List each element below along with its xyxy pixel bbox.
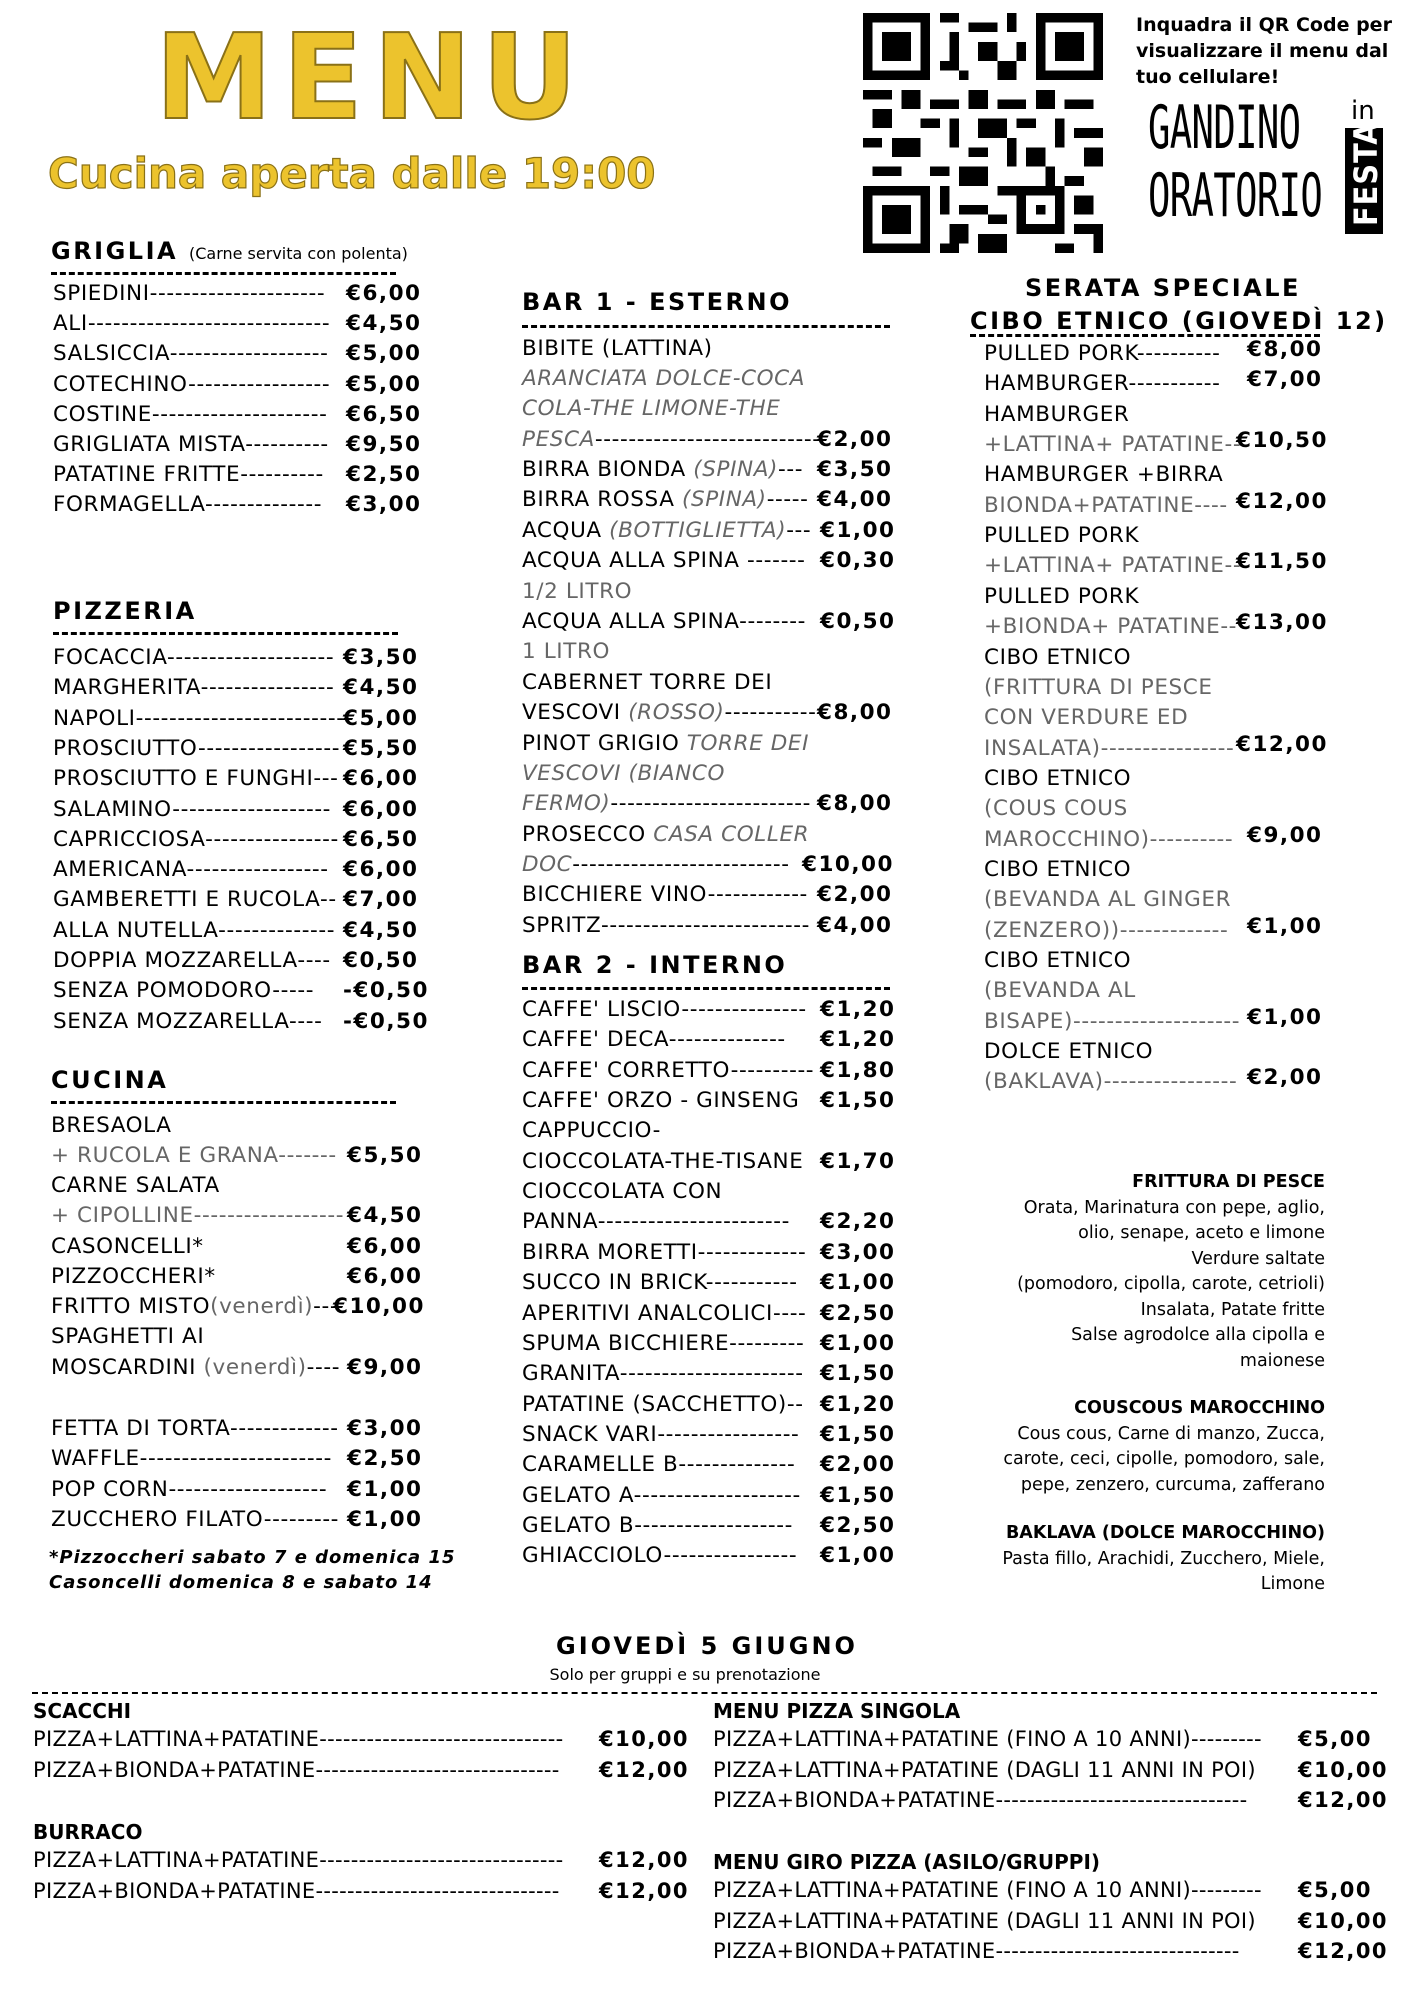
menu-item: FRITTO MISTO(venerdì)--- €10,00 [51, 1294, 425, 1319]
menu-item [53, 370, 422, 400]
item-name: BIRRA MORETTI------------- [522, 1239, 807, 1265]
menu-item: CABERNET TORRE DEI [522, 670, 773, 695]
menu-item [522, 1299, 896, 1329]
menu-item [522, 1268, 896, 1298]
item-name: FETTA DI TORTA------------- [51, 1416, 339, 1441]
frittura-description: FRITTURA DI PESCE Orata, Marinatura con pepe, aglio, olio, senape, aceto e limone Verdure saltate (pomodoro, cipolla, carote, cetrioli) Insalata, Patate fritte Salse agrodolce alla cipolla e maionese [1017, 1172, 1325, 1371]
item-name: PIZZA+LATTINA+PATATINE (DAGLI 11 ANNI IN POI) [713, 1757, 1256, 1782]
menu-item [984, 460, 1223, 490]
item-price: €6,50 [343, 826, 419, 852]
menu-item [522, 1086, 896, 1116]
item-name: SENZA MOZZARELLA---- [53, 1008, 323, 1034]
item-price: €10,00 [599, 1727, 690, 1751]
item-price: €10,00 [1298, 1908, 1389, 1933]
menu-item: + RUCOLA E GRANA------- €5,50 [51, 1143, 423, 1168]
menu-item [51, 1475, 423, 1505]
item-price: €4,00 [817, 912, 893, 938]
section-title-bar1: BAR 1 - ESTERNO [522, 288, 792, 316]
menu-item [51, 1414, 423, 1444]
item-name: (BAKLAVA)---------------- [984, 1069, 1238, 1095]
item-price: €12,00 [1236, 488, 1328, 514]
menu-item: BRESAOLA [51, 1113, 172, 1138]
item-price: €1,20 [820, 1027, 896, 1053]
item-name: GRIGLIATA MISTA---------- [53, 432, 329, 457]
menu-item: 1 LITRO [522, 639, 611, 664]
menu-item [53, 885, 419, 915]
menu-item: BIRRA ROSSA (SPINA)----- €4,00 [522, 487, 893, 512]
menu-item [984, 946, 1131, 976]
item-price: €2,00 [1247, 1065, 1323, 1091]
item-price: €4,50 [343, 675, 419, 701]
menu-item [984, 673, 1213, 703]
menu-item [984, 549, 1328, 581]
item-name: NAPOLI------------------------- [53, 705, 345, 731]
item-name: GRANITA---------------------- [522, 1361, 804, 1387]
item-price: €2,00 [820, 1452, 896, 1478]
item-name: CIBO ETNICO [984, 856, 1132, 882]
item-name: SPRITZ------------------------- [522, 912, 810, 938]
item-price: €12,00 [599, 1878, 690, 1903]
menu-item [522, 1359, 896, 1389]
item-name: BIONDA+PATATINE---- [984, 492, 1228, 518]
menu-item [522, 1541, 896, 1571]
section-title-bar2: BAR 2 - INTERNO [522, 951, 788, 979]
menu-item [53, 734, 419, 764]
item-price: €6,00 [343, 857, 419, 883]
menu-item [984, 1037, 1153, 1067]
item-price: €2,50 [347, 1446, 423, 1472]
item-name: SALSICCIA------------------- [53, 341, 329, 367]
item-name: PULLED PORK---------- [984, 341, 1221, 366]
menu-item [984, 1004, 1323, 1037]
item-price: €2,00 [817, 882, 893, 907]
menu-item [51, 1444, 423, 1474]
menu-item: COLA-THE LIMONE-THE [522, 396, 781, 421]
item-name: SENZA POMODORO----- [53, 978, 315, 1004]
menu-item [984, 643, 1131, 673]
item-name: CIOCCOLATA CON [522, 1179, 723, 1205]
menu-item [984, 913, 1323, 946]
item-name: (COUS COUS [984, 796, 1128, 822]
item-name: CAFFE' CORRETTO---------- [522, 1057, 815, 1083]
menu-item: MOSCARDINI (venerdì)---- €9,00 [51, 1355, 423, 1380]
item-price: €2,20 [820, 1209, 896, 1235]
menu-item: FERMO)------------------------ €8,00 [522, 791, 893, 816]
menu-item: ACQUA ALLA SPINA-------- €0,50 [522, 609, 896, 634]
item-price: -€0,50 [343, 978, 429, 1004]
menu-item [53, 339, 422, 369]
menu-item [53, 309, 422, 339]
item-name: PANNA----------------------- [522, 1209, 790, 1235]
item-name: (BEVANDA AL [984, 978, 1136, 1004]
menu-item [984, 794, 1128, 824]
item-name: CIBO ETNICO [984, 644, 1132, 670]
baklava-description: BAKLAVA (DOLCE MAROCCHINO) Pasta fillo, Arachidi, Zucchero, Miele, Limone [1002, 1523, 1325, 1594]
menu-item: ACQUA (BOTTIGLIETTA)--- €1,00 [522, 518, 896, 543]
item-price: €2,50 [820, 1512, 896, 1538]
menu-item [984, 521, 1139, 551]
item-name: AMERICANA----------------- [53, 857, 329, 883]
item-price: €1,00 [347, 1506, 423, 1532]
item-name: CIBO ETNICO [984, 765, 1132, 791]
menu-item [53, 673, 419, 703]
menu-item: VESCOVI (BIANCO [522, 761, 725, 786]
menu-item [713, 1727, 1372, 1751]
item-name: GELATO A-------------------- [522, 1482, 801, 1508]
item-price: €1,50 [820, 1421, 896, 1447]
menu-item [522, 1177, 722, 1207]
item-price: €1,00 [1247, 913, 1323, 939]
item-price: €0,50 [343, 948, 419, 973]
menu-item [53, 825, 419, 855]
item-name: CAFFE' ORZO - GINSENG [522, 1088, 800, 1114]
menu-item [53, 916, 419, 946]
item-name: PIZZA+BIONDA+PATATINE------------------------------- [33, 1878, 560, 1903]
item-price: €5,00 [343, 705, 419, 731]
menu-item: DOC-------------------------- €10,00 [522, 852, 894, 877]
item-price: -€0,50 [343, 1008, 429, 1034]
item-name: SPUMA BICCHIERE--------- [522, 1330, 805, 1356]
menu-item [522, 1056, 896, 1086]
menu-item [984, 428, 1328, 460]
item-price: €12,00 [1298, 1788, 1389, 1812]
item-price: €10,50 [1236, 428, 1328, 454]
menu-item: BIBITE (LATTINA) [522, 336, 713, 361]
menu-item [984, 337, 1323, 369]
item-price: €5,00 [1298, 1727, 1372, 1751]
menu-item [984, 1065, 1323, 1097]
item-name: GELATO B------------------- [522, 1512, 793, 1538]
item-name: BISAPE)-------------------- [984, 1008, 1241, 1034]
footnote-casoncelli: Casoncelli domenica 8 e sabato 14 [49, 1572, 433, 1593]
item-name: PIZZA+LATTINA+PATATINE (FINO A 10 ANNI)--------- [713, 1727, 1262, 1751]
menu-item: CASONCELLI* €6,00 [51, 1234, 423, 1259]
menu-item [522, 1147, 896, 1177]
menu-item [984, 582, 1139, 612]
section-title-cucina: CUCINA [51, 1066, 169, 1094]
item-name: FORMAGELLA-------------- [53, 492, 323, 518]
menu-item: PESCA--------------------------- €2,00 [522, 427, 893, 452]
menu-item [522, 1450, 896, 1480]
item-name: PROSCIUTTO----------------- [53, 735, 341, 761]
item-name: GHIACCIOLO---------------- [522, 1543, 798, 1569]
item-name: PIZZA+LATTINA+PATATINE (DAGLI 11 ANNI IN POI) [713, 1908, 1256, 1933]
menu-item [51, 1505, 423, 1535]
qr-code[interactable] [863, 13, 1103, 253]
item-name: HAMBURGER [984, 401, 1130, 427]
qr-instructions: Inquadra il QR Code per visualizzare il menu dal tuo cellulare! [1136, 14, 1392, 88]
menu-item [53, 400, 422, 430]
item-name: CAPPUCCIO- [522, 1118, 662, 1144]
menu-item [984, 822, 1323, 855]
kitchen-hours: Cucina aperta dalle 19:00 [48, 149, 656, 198]
item-price: €8,00 [1247, 337, 1323, 362]
item-name: POP CORN------------------- [51, 1476, 328, 1502]
item-name: MARGHERITA---------------- [53, 675, 335, 701]
item-name: PATATINE (SACCHETTO)-- [522, 1391, 804, 1417]
item-price: €3,50 [343, 645, 419, 670]
item-name: ALI----------------------------- [53, 311, 331, 337]
menu-item: ARANCIATA DOLCE-COCA [522, 366, 806, 391]
item-name: SALAMINO------------------- [53, 796, 332, 822]
menu-item [713, 1788, 1389, 1812]
section-title-pizzeria: PIZZERIA [53, 597, 197, 625]
menu-item [713, 1757, 1389, 1782]
item-name: WAFFLE----------------------- [51, 1446, 332, 1472]
item-price: €1,80 [820, 1057, 896, 1083]
section-title-griglia: GRIGLIA (Carne servita con polenta) [51, 237, 408, 265]
item-name: DOPPIA MOZZARELLA---- [53, 948, 331, 973]
menu-item [53, 855, 419, 885]
menu-item: PIZZOCCHERI* €6,00 [51, 1264, 423, 1289]
menu-item [984, 976, 1136, 1006]
menu-item: PROSECCO CASA COLLER [522, 822, 810, 847]
item-price: €5,50 [343, 735, 419, 761]
item-name: CAFFE' LISCIO--------------- [522, 997, 807, 1022]
item-price: €1,70 [820, 1148, 896, 1174]
menu-item [33, 1878, 690, 1903]
item-name: PIZZA+BIONDA+PATATINE------------------------------- [713, 1939, 1240, 1963]
item-name: (ZENZERO))------------- [984, 917, 1229, 943]
menu-item [522, 1390, 896, 1420]
item-name: SNACK VARI----------------- [522, 1421, 800, 1447]
menu-item [522, 911, 893, 941]
item-name: GAMBERETTI E RUCOLA-- [53, 887, 337, 913]
menu-item [53, 764, 419, 794]
menu-item [53, 490, 422, 520]
giovedi-subtitle: Solo per gruppi e su prenotazione [549, 1665, 821, 1684]
item-name: +LATTINA+ PATATINE-- [984, 432, 1242, 458]
menu-item [522, 1025, 896, 1055]
item-price: €4,50 [343, 917, 419, 943]
item-name: PIZZA+BIONDA+PATATINE------------------------------- [33, 1757, 560, 1782]
item-price: €6,00 [343, 766, 419, 792]
burraco-title: BURRACO [33, 1820, 143, 1844]
menu-item [984, 703, 1188, 733]
item-price: €1,00 [820, 1543, 896, 1569]
menu-item [522, 1420, 896, 1450]
item-price: €12,00 [1298, 1939, 1389, 1963]
menu-item: 1/2 LITRO [522, 579, 633, 604]
menu-item: SPAGHETTI AI [51, 1324, 205, 1349]
item-price: €1,50 [820, 1361, 896, 1387]
item-price: €10,00 [1298, 1757, 1389, 1782]
menu-item [522, 1329, 896, 1359]
item-price: €3,00 [347, 1416, 423, 1441]
item-price: €1,50 [820, 1482, 896, 1508]
menu-item [53, 976, 429, 1006]
item-name: PROSCIUTTO E FUNGHI--- [53, 766, 339, 792]
item-price: €1,20 [820, 1391, 896, 1417]
menu-item [984, 731, 1328, 764]
item-price: €1,20 [820, 997, 896, 1022]
item-name: CIBO ETNICO [984, 948, 1132, 973]
item-price: €2,50 [820, 1300, 896, 1326]
special-subtitle: CIBO ETNICO (GIOVEDÌ 12) [970, 307, 1388, 335]
item-name: BICCHIERE VINO------------ [522, 882, 808, 907]
menu-item: PINOT GRIGIO TORRE DEI [522, 731, 810, 756]
menu-item [522, 1481, 896, 1511]
item-price: €6,50 [346, 401, 422, 427]
item-price: €4,50 [346, 311, 422, 337]
item-price: €1,50 [820, 1088, 896, 1114]
item-name: +BIONDA+ PATATINE-- [984, 614, 1238, 640]
item-price: €12,00 [599, 1848, 690, 1872]
item-price: €3,00 [820, 1239, 896, 1265]
item-price: €3,00 [346, 492, 422, 518]
item-name: CAPRICCIOSA---------------- [53, 826, 339, 852]
menu-item [53, 460, 422, 490]
item-name: ZUCCHERO FILATO--------- [51, 1506, 340, 1532]
menu-item [984, 367, 1323, 399]
item-price: €1,00 [820, 1270, 896, 1296]
menu-pizza-singola-title: MENU PIZZA SINGOLA [713, 1699, 961, 1723]
menu-item [984, 488, 1328, 521]
item-name: HAMBURGER----------- [984, 371, 1221, 397]
menu-item: BIRRA BIONDA (SPINA)--- €3,50 [522, 457, 893, 482]
item-name: (BEVANDA AL GINGER [984, 887, 1232, 913]
item-name: PULLED PORK [984, 583, 1140, 609]
item-name: PIZZA+BIONDA+PATATINE-------------------------------- [713, 1788, 1248, 1812]
item-price: €13,00 [1236, 610, 1328, 636]
item-name: HAMBURGER +BIRRA [984, 462, 1224, 488]
item-name: COTECHINO----------------- [53, 371, 331, 397]
item-price: €5,00 [1298, 1878, 1372, 1902]
item-name: COSTINE--------------------- [53, 401, 328, 427]
item-name: PIZZA+LATTINA+PATATINE (FINO A 10 ANNI)--------- [713, 1878, 1262, 1902]
menu-item [53, 704, 419, 734]
item-name: APERITIVI ANALCOLICI---- [522, 1300, 807, 1326]
menu-item [33, 1848, 690, 1872]
item-name: DOLCE ETNICO [984, 1039, 1154, 1065]
item-price: €12,00 [1236, 731, 1328, 757]
item-name: PULLED PORK [984, 523, 1140, 549]
item-price: €9,00 [1247, 822, 1323, 848]
menu-item [522, 1207, 896, 1237]
item-price: €6,00 [343, 796, 419, 822]
menu-item [522, 995, 896, 1025]
menu-item [984, 610, 1328, 642]
item-name: PIZZA+LATTINA+PATATINE------------------------------- [33, 1727, 564, 1751]
item-name: PIZZA+LATTINA+PATATINE------------------------------- [33, 1848, 564, 1872]
item-price: €2,50 [346, 462, 422, 488]
item-price: €12,00 [599, 1757, 690, 1782]
couscous-description: COUSCOUS MAROCCHINO Cous cous, Carne di manzo, Zucca, carote, ceci, cipolle, pomodoro, sale, pepe, zenzero, curcuma, zafferano [1003, 1398, 1325, 1495]
item-name: CAFFE' DECA-------------- [522, 1027, 786, 1053]
menu-item [713, 1908, 1389, 1933]
menu-item: + CIPOLLINE------------------ €4,50 [51, 1203, 423, 1228]
special-title: SERATA SPECIALE [1025, 274, 1301, 302]
item-price: €9,50 [346, 432, 422, 457]
item-price: €1,00 [1247, 1004, 1323, 1030]
item-name: FOCACCIA-------------------- [53, 645, 335, 670]
item-price: €7,00 [343, 887, 419, 913]
item-name: +LATTINA+ PATATINE-- [984, 553, 1242, 579]
item-name: CARAMELLE B-------------- [522, 1452, 796, 1478]
item-name: PATATINE FRITTE---------- [53, 462, 324, 488]
menu-item [33, 1757, 690, 1782]
menu-item [984, 764, 1131, 794]
item-name: INSALATA)---------------- [984, 735, 1235, 761]
item-name: (FRITTURA DI PESCE [984, 674, 1213, 700]
griglia-note: (Carne servita con polenta) [188, 244, 408, 263]
menu-item [53, 1007, 429, 1037]
menu-item [984, 885, 1231, 915]
item-price: €1,00 [820, 1330, 896, 1356]
item-name: SPIEDINI--------------------- [53, 281, 326, 306]
scacchi-title: SCACCHI [33, 1699, 132, 1723]
menu-item [522, 1511, 896, 1541]
menu-item [53, 946, 419, 976]
menu-title: MENU [155, 8, 588, 146]
menu-item [53, 430, 422, 460]
menu-item [53, 279, 422, 309]
gandino-oratorio-logo: GANDINO ORATORIO in FESTA [1148, 98, 1388, 238]
item-price: €1,00 [347, 1476, 423, 1502]
item-name: ALLA NUTELLA-------------- [53, 917, 336, 943]
menu-item: CARNE SALATA [51, 1173, 220, 1198]
menu-item [713, 1939, 1389, 1963]
menu-item [33, 1727, 690, 1751]
menu-item [522, 1238, 896, 1268]
item-name: SUCCO IN BRICK----------- [522, 1270, 798, 1296]
menu-item [522, 1116, 661, 1146]
menu-item [984, 400, 1129, 430]
menu-item [984, 855, 1131, 885]
menu-item: VESCOVI (ROSSO)----------- €8,00 [522, 700, 893, 725]
item-name: CIOCCOLATA-THE-TISANE [522, 1148, 804, 1174]
menu-item: ACQUA ALLA SPINA ------- €0,30 [522, 548, 896, 573]
menu-item [522, 880, 893, 910]
item-price: €5,00 [346, 341, 422, 367]
item-price: €7,00 [1247, 367, 1323, 393]
menu-item [53, 795, 419, 825]
item-price: €11,50 [1236, 549, 1328, 575]
item-name: CON VERDURE ED [984, 705, 1189, 731]
menu-giro-pizza-title: MENU GIRO PIZZA (ASILO/GRUPPI) [713, 1850, 1101, 1874]
menu-item [53, 643, 419, 673]
giovedi-title: GIOVEDÌ 5 GIUGNO [556, 1632, 858, 1660]
item-price: €5,00 [346, 371, 422, 397]
footnote-pizzoccheri: *Pizzoccheri sabato 7 e domenica 15 [49, 1547, 456, 1568]
item-name: MAROCCHINO)---------- [984, 826, 1234, 852]
item-price: €6,00 [346, 281, 422, 306]
menu-item [713, 1878, 1372, 1902]
